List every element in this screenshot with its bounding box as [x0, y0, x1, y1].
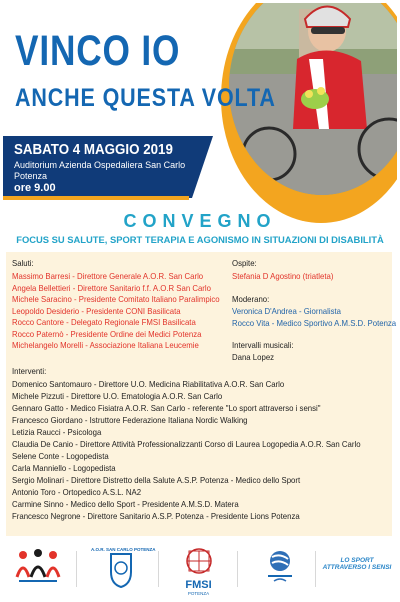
page-title: VINCO IO: [15, 27, 181, 75]
saluti-label: Saluti:: [12, 258, 34, 268]
event-poster: [3, 3, 397, 599]
saluti-item: Michelangelo Morelli - Associazione Italiana Leucemie: [12, 340, 199, 350]
interventi-item: Selene Conte - Logopedista: [12, 451, 109, 461]
convegno-heading: CONVEGNO: [123, 211, 277, 231]
ospite-label: Ospite:: [232, 258, 257, 268]
ospite-name: Stefania D Agostino (triatleta): [232, 271, 334, 281]
convegno-subtitle: FOCUS SU SALUTE, SPORT TERAPIA E AGONISMO IN SITUAZIONI DI DISABILITÀ: [16, 234, 384, 245]
paralympic-logo-icon: [260, 547, 300, 587]
intervalli-name: Dana Lopez: [232, 352, 275, 362]
logo-association: [13, 547, 63, 593]
event-city: Potenza: [14, 171, 48, 181]
interventi-item: Sergio Molinari - Direttore Distretto della Salute A.S.P. Potenza - Medico dello Sport: [12, 475, 301, 485]
event-time: ore 9.00: [14, 182, 56, 194]
logo-sport-line2: ATTRAVERSO I SENSI: [322, 564, 392, 571]
saluti-item: Leopoldo Desiderio - Presidente CONI Basilicata: [12, 305, 181, 316]
moderano-item: Veronica D'Andrea - Giornalista: [232, 306, 342, 316]
saluti-item: Angela Bellettieri - Direttore Sanitario f.f. A.O.R San Carlo: [12, 282, 211, 293]
saluti-item: Rocco Cantore - Delegato Regionale FMSI Basilicata: [12, 317, 196, 327]
interventi-item: Gennaro Gatto - Medico Fisiatra A.O.R. San Carlo - referente "Lo sport attraverso i sensi": [12, 403, 321, 413]
saluti-item: Michele Saracino - Presidente Comitato Italiano Paralimpico: [12, 294, 220, 304]
footer-divider: [158, 551, 159, 587]
saluti-item: Massimo Barresi - Direttore Generale A.O.R. San Carlo: [12, 271, 204, 281]
interventi-item: Letizia Raucci - Psicologa: [12, 427, 102, 437]
date-banner-accent: [3, 196, 189, 200]
interventi-label: Interventi:: [12, 366, 47, 376]
vitruvian-man-icon: [182, 547, 216, 575]
interventi-item: Domenico Santomauro - Direttore U.O. Medicina Riabilitativa A.O.R. San Carlo: [12, 379, 285, 389]
logo-fmsi-text: FMSI: [185, 579, 212, 591]
logo-sport-sensi: [321, 547, 393, 599]
hospital-crest-icon: [91, 552, 151, 588]
interventi-item: Carla Manniello - Logopedista: [12, 463, 116, 473]
event-venue: Auditorium Azienda Ospedaliera San Carlo: [14, 160, 186, 170]
interventi-item: Antonio Toro - Ortopedico A.S.L. NA2: [12, 487, 142, 497]
interventi-item: Michele Pizzuti - Direttore U.O. Ematologia A.O.R. San Carlo: [12, 391, 223, 401]
logo-fmsi: [171, 547, 226, 596]
logo-sport-line1: LO SPORT: [340, 557, 374, 564]
interventi-item: Carmine Sinno - Medico dello Sport - Presidente A.M.S.D. Matera: [12, 499, 239, 509]
logo-fmsi-city: POTENZA: [187, 591, 210, 596]
interventi-item: Francesco Giordano - Istruttore Federazione Italiana Nordic Walking: [12, 415, 248, 425]
event-date: SABATO 4 MAGGIO 2019: [14, 142, 173, 158]
page-subtitle: ANCHE QUESTA VOLTA: [15, 84, 276, 112]
logo-aor: [91, 547, 156, 593]
moderano-item: Rocco Vita - Medico Sportivo A.M.S.D. Potenza: [232, 317, 397, 328]
footer-divider: [237, 551, 238, 587]
people-logo-icon: [13, 547, 63, 587]
logo-paralympic: [255, 547, 305, 593]
interventi-item: Francesco Negrone - Direttore Sanitario A.S.P. Potenza - Presidente Lions Potenza: [12, 511, 300, 521]
intervalli-label: Intervalli musicali:: [232, 340, 294, 350]
program-panel: [6, 252, 397, 536]
footer-divider: [76, 551, 77, 587]
interventi-item: Claudia De Canio - Direttore Attività Professionalizzanti Corso di Laurea Logopedia A.O.R. San Carlo: [12, 439, 361, 449]
footer-divider: [315, 551, 316, 587]
logo-aor-text: A.O.R. SAN CARLO POTENZA: [91, 547, 156, 552]
moderano-label: Moderano:: [232, 294, 270, 304]
saluti-item: Rocco Paternò - Presidente Ordine dei Medici Potenza: [12, 328, 202, 339]
